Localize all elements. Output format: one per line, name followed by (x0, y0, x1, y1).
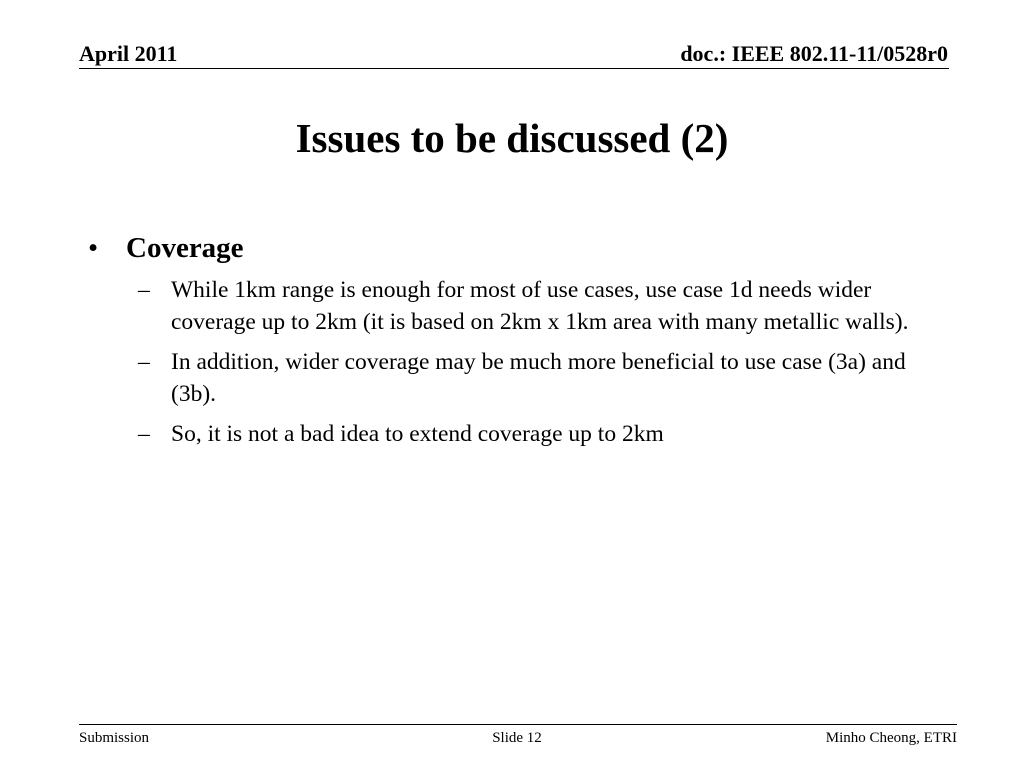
header-doc-id: doc.: IEEE 802.11-11/0528r0 (680, 41, 948, 66)
slide-body (88, 228, 928, 458)
sub-bullet-text: While 1km range is enough for most of use cases, use case 1d needs wider coverage up to 2km (it is based on 2km x 1km area with many metallic walls). (171, 277, 909, 335)
header-date: April 2011 (79, 41, 178, 66)
dash-icon: – (138, 421, 150, 447)
sub-bullet-item (88, 346, 928, 410)
sub-bullet-item (88, 274, 928, 338)
footer-divider (79, 724, 957, 725)
bullet-item (88, 228, 928, 268)
sub-bullet-item (88, 418, 928, 450)
sub-bullet-text: In addition, wider coverage may be much more beneficial to use case (3a) and (3b). (171, 349, 906, 407)
dash-icon: – (138, 349, 150, 375)
footer-author: Minho Cheong, ETRI (825, 730, 957, 746)
footer-slide-number: Slide 12 (492, 730, 542, 746)
bullet-dot-icon: • (88, 232, 99, 264)
dash-icon: – (138, 277, 150, 303)
slide-title: Issues to be discussed (2) (295, 115, 729, 161)
footer-submission: Submission (79, 730, 150, 746)
sub-bullet-text: So, it is not a bad idea to extend coverage up to 2km (171, 421, 664, 447)
header-divider (79, 68, 949, 69)
bullet-text: Coverage (126, 232, 244, 264)
sub-bullet-list (88, 274, 928, 450)
